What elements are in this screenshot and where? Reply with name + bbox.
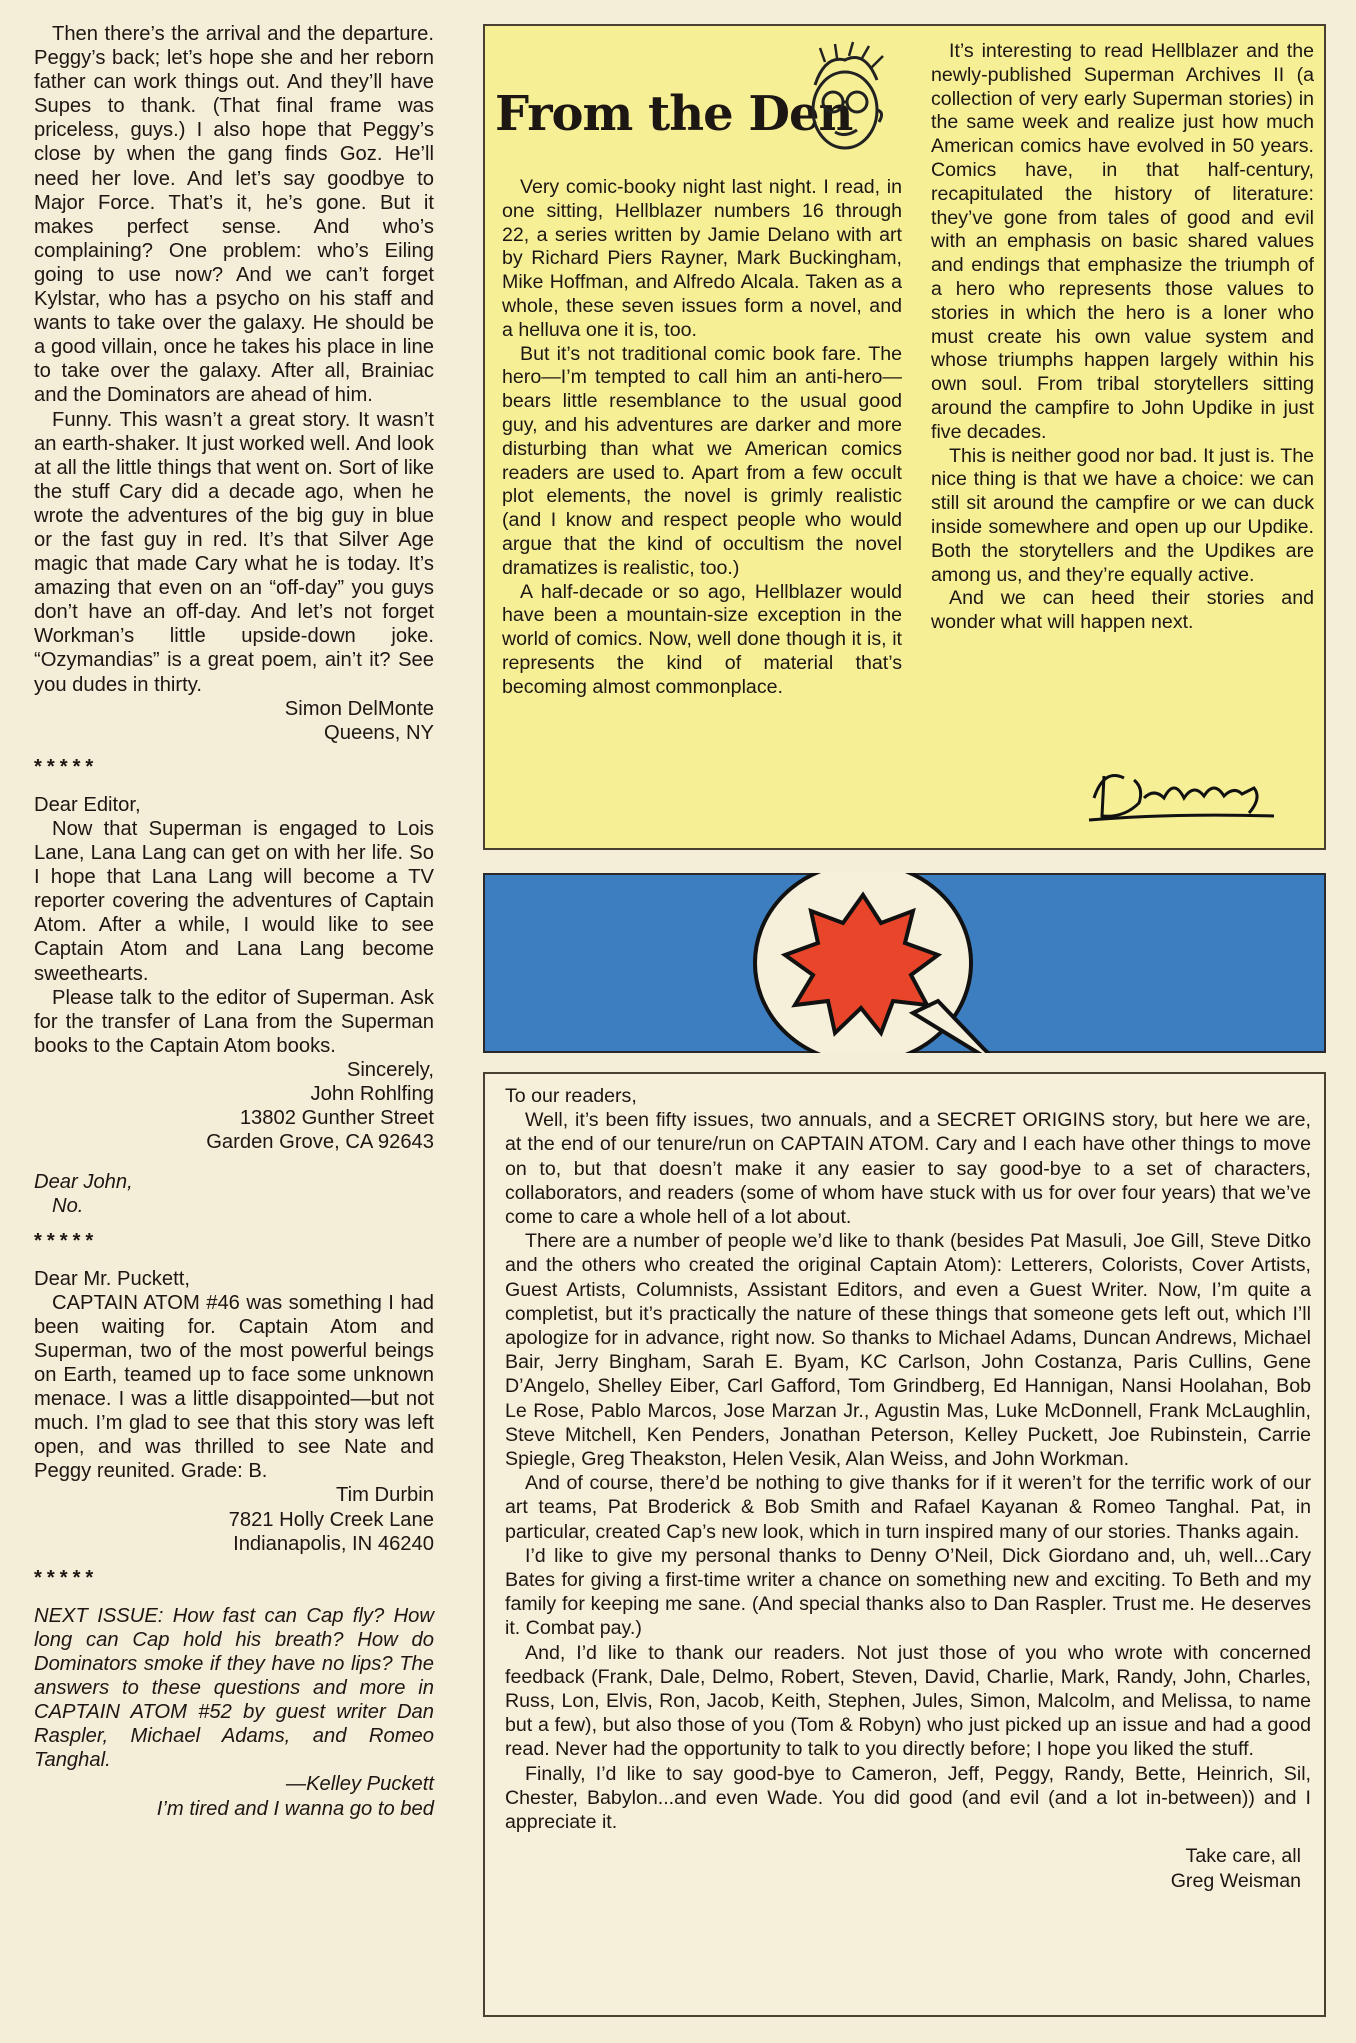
next-issue-blurb: NEXT ISSUE: How fast can Cap fly? How long can Cap hold his breath? How do Dominators smoke if they have no lips? The answers to these questions and more in CAPTAIN ATOM #52 by guest writer Dan Raspler, Michael Adams, and Romeo Tanghal.: [34, 1604, 434, 1772]
letter-location: Queens, NY: [324, 721, 434, 744]
readers-paragraph: And of course, there’d be nothing to give thanks for if it weren’t for the terrific work of our art teams, Pat Broderick & Bob Smith and Rafael Kayanan & Romeo Tanghal. Pat, in particular, created Cap’s new look, which in turn inspired many of our stories. Thanks again.: [505, 1472, 1311, 1543]
letter-address: 7821 Holly Creek Lane: [228, 1508, 434, 1531]
q-banner: [483, 873, 1326, 1053]
letter-address: Indianapolis, IN 46240: [233, 1532, 434, 1555]
q-logo-icon: [483, 873, 1326, 1053]
letter-salutation: Dear Mr. Puckett,: [34, 1267, 190, 1290]
denny-signature: [1084, 758, 1284, 828]
den-column-2: [931, 40, 1314, 635]
readers-salutation: To our readers,: [505, 1085, 637, 1107]
den-paragraph: But it’s not traditional comic book fare. The hero—I’m tempted to call him an anti-hero—bears little resemblance to the usual good guy, and his adventures are darker and more disturbing than what we American comics readers are used to. Apart from a few occult plot elements, the novel is grimly realistic (and I know and respect people who would argue that the kind of occultism the novel dramatizes is realistic, too.): [502, 342, 902, 579]
den-title: From the Den: [495, 86, 853, 142]
den-paragraph: Very comic-booky night last night. I read, in one sitting, Hellblazer numbers 16 through 22, a series written by Jamie Delano with art by Richard Piers Rayner, Mark Buckingham, Mike Hoffman, and Alfredo Alcala. Taken as a whole, these seven issues form a novel, and a helluva one it is, too.: [502, 176, 902, 341]
next-issue-tagline: I’m tired and I wanna go to bed: [156, 1797, 434, 1820]
letter-separator: *****: [34, 755, 99, 778]
letters-column: [34, 22, 434, 1821]
letter-paragraph: Then there’s the arrival and the departure. Peggy’s back; let’s hope she and her reborn father can work things out. And they’ll have Supes to thank. (That final frame was priceless, guys.) I also hope that Peggy’s close by when the gang finds Goz. He’ll need her love. And let’s say goodbye to Major Force. That’s it, he’s gone. But it makes perfect sense. And who’s complaining? One problem: who’s Eiling going to use now? And we can’t forget Kylstar, who has a psycho on his staff and wants to take over the galaxy. He should be a good villain, once he takes his place in line to take over the galaxy. After all, Brainiac and the Dominators are ahead of him.: [34, 23, 434, 407]
letter-address: Garden Grove, CA 92643: [206, 1131, 434, 1154]
letter-paragraph: Now that Superman is engaged to Lois Lane, Lana Lang can get on with her life. So I hope that Lana Lang will become a TV reporter covering the adventures of Captain Atom. After a while, I would like to see Captain Atom and Lana Lang become sweethearts.: [34, 818, 434, 985]
den-paragraph: And we can heed their stories and wonder what will happen next.: [931, 587, 1314, 634]
letter-signer: John Rohlfing: [310, 1083, 434, 1106]
from-the-den-box: [483, 24, 1326, 850]
cartoon-face-icon: [785, 40, 920, 160]
den-column-1: [502, 176, 902, 700]
letter-paragraph: Please talk to the editor of Superman. Ask for the transfer of Lana from the Superman books to the Captain Atom books.: [34, 986, 434, 1057]
letter-separator: *****: [34, 1229, 99, 1252]
letter-paragraph: CAPTAIN ATOM #46 was something I had been waiting for. Captain Atom and Superman, two of the most powerful beings on Earth, teamed up to face some unknown menace. I was a little disappointed—but not much. I’m glad to see that this story was left open, and was thrilled to see Nate and Peggy reunited. Grade: B.: [34, 1291, 434, 1483]
readers-paragraph: I’d like to give my personal thanks to Denny O’Neil, Dick Giordano and, uh, well...Cary Bates for giving a first-time writer a chance on something new and exciting. To Beth and my family for keeping me sane. (And special thanks also to Dan Raspler. Trust me. He deserves it. Combat pay.): [505, 1544, 1311, 1640]
letter-salutation: Dear Editor,: [34, 793, 141, 816]
readers-paragraph: Finally, I’d like to say good-bye to Cameron, Jeff, Peggy, Randy, Bette, Heinrich, Sil, Chester, Babylon...and even Wade. You did good (and evil (and a lot in-between)) and I appreciate it.: [505, 1762, 1311, 1834]
editor-reply: Dear John,: [34, 1171, 133, 1194]
readers-letter-box: [483, 1072, 1326, 2017]
letter-paragraph: Funny. This wasn’t a great story. It wasn’t an earth-shaker. It just worked well. And look at all the little things that went on. Sort of like the stuff Cary did a decade ago, when he wrote the adventures of the big guy in blue or the fast guy in red. It’s that Silver Age magic that made Cary what he is today. It’s amazing that even on an “off-day” you guys don’t have an off-day. And let’s not forget Workman’s little upside-down joke. “Ozymandias” is a great poem, ain’t it? See you dudes in thirty.: [34, 408, 434, 696]
letter-separator: *****: [34, 1566, 99, 1589]
next-issue-signer: —Kelley Puckett: [285, 1773, 434, 1796]
readers-paragraph: And, I’d like to thank our readers. Not just those of you who wrote with concerned feedback (Frank, Dale, Delmo, Robert, Steven, David, Charlie, Mark, Randy, John, Charles, Russ, Lon, Elvis, Ron, Jacob, Keith, Stephen, Jules, Simon, Malcolm, and Melissa, to name but a few), but also those of you (Tom & Robyn) who just picked up an issue and had a good read. Never had the opportunity to talk to you directly before; I hope you liked the stuff.: [505, 1641, 1311, 1761]
letter-closing: Sincerely,: [346, 1058, 434, 1081]
letter-signer: Simon DelMonte: [284, 697, 434, 720]
editor-reply: No.: [52, 1195, 84, 1218]
den-paragraph: A half-decade or so ago, Hellblazer would have been a mountain-size exception in the world of comics. Now, well done though it is, it represents the kind of material that’s becoming almost commonplace.: [502, 580, 902, 698]
readers-paragraph: There are a number of people we’d like to thank (besides Pat Masuli, Joe Gill, Steve Ditko and the others who created the original Captain Atom): Letterers, Colorists, Cover Artists, Guest Artists, Columnists, Assistant Editors, and even a Guest Writer. Now, I’m quite a completist, but it’s practically the nature of these things that someone gets left out, which I’ll apologize for in advance, right now. So thanks to Michael Adams, Duncan Andrews, Michael Bair, Jerry Bingham, Sarah E. Byam, KC Carlson, John Costanza, Paris Cullins, Gene D’Angelo, Shelley Eiber, Carl Gafford, Tom Grindberg, Ed Hannigan, Nansi Hoolahan, Bob Le Rose, Pablo Marcos, Jose Marzan Jr., Agustin Mas, Luke McDonnell, Frank McLaughlin, Steve Mitchell, Ken Penders, Jonathan Peterson, Kelley Puckett, Joe Rubinstein, Carrie Spiegle, Greg Theakston, Helen Vesik, Alan Weiss, and John Workman.: [505, 1230, 1311, 1471]
den-paragraph: It’s interesting to read Hellblazer and the newly-published Superman Archives II (a collection of very early Superman stories) in the same week and realize just how much American comics have evolved in 50 years. Comics have, in that half-century, recapitulated the history of literature: they’ve gone from tales of good and evil with an emphasis on basic shared values and endings that emphasize the triumph of a hero who represents those values to stories in which the hero is a loner who must create his own value system and whose triumphs happen largely within his own soul. From tribal storytellers sitting around the campfire to John Updike in just five decades.: [931, 40, 1314, 443]
letter-signer: Tim Durbin: [336, 1484, 434, 1507]
readers-closing: Take care, all: [1185, 1845, 1301, 1868]
letter-address: 13802 Gunther Street: [239, 1107, 434, 1130]
readers-paragraph: Well, it’s been fifty issues, two annuals, and a SECRET ORIGINS story, but here we are, at the end of our tenure/run on CAPTAIN ATOM. Cary and I each have other things to move on to, but that doesn’t make it any easier to say good-bye to a set of characters, collaborators, and readers (some of whom have stuck with us for over four years) that we’ve come to care a whole hell of a lot about.: [505, 1109, 1311, 1229]
readers-signer: Greg Weisman: [1170, 1869, 1301, 1892]
den-paragraph: This is neither good nor bad. It just is. The nice thing is that we have a choice: we can still sit around the campfire or we can duck inside somewhere and open up our Updike. Both the storytellers and the Updikes are among us, and they’re equally active.: [931, 444, 1314, 586]
